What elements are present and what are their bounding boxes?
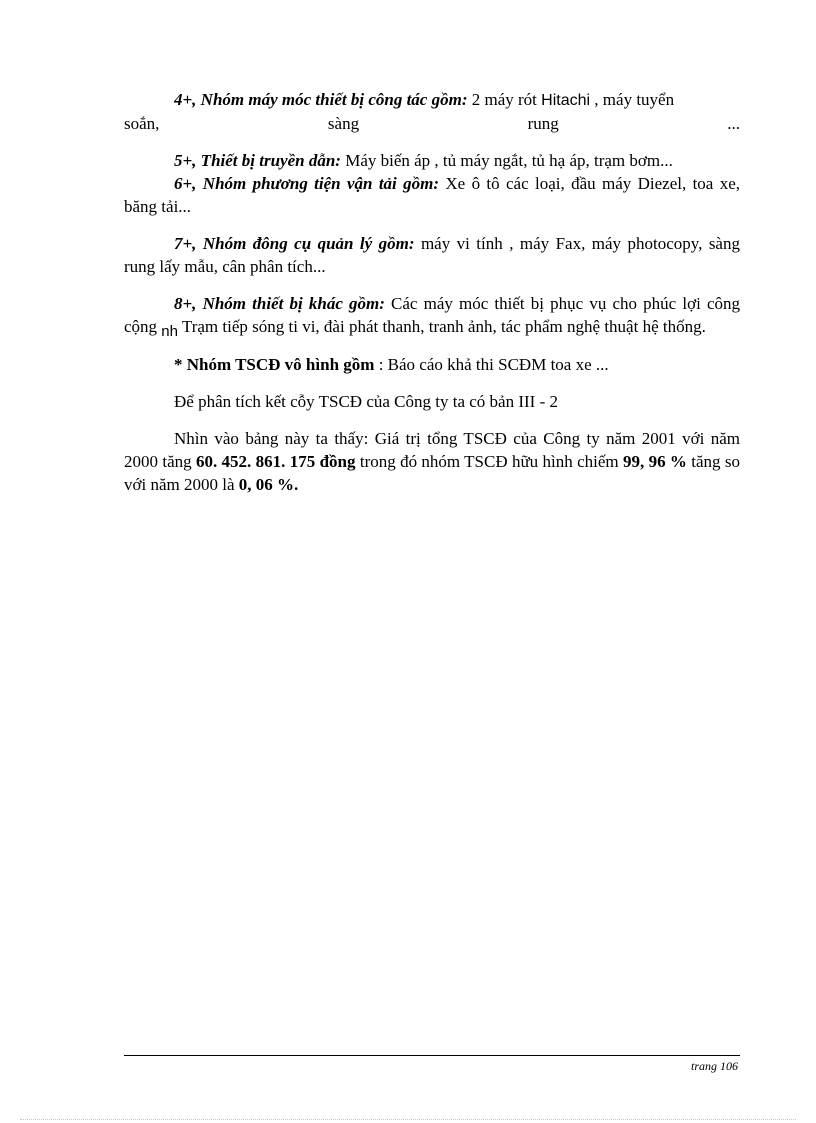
- item-8-text: Các máy móc thiết bị phục vụ cho phúc lợi công cộng: [124, 294, 740, 336]
- item-7-text: máy vi tính , máy Fax, máy photocopy, sàng rung lấy mẫu, cân phân tích...: [124, 234, 740, 276]
- conclusion-text: trong đó nhóm TSCĐ hữu hình chiếm: [355, 452, 623, 471]
- item-4-text: 2 máy rót: [467, 90, 542, 109]
- subscript-fragment: nh: [161, 323, 178, 340]
- item-7: [124, 232, 740, 278]
- page-number: trang 106: [690, 1059, 738, 1073]
- conclusion-paragraph: [124, 427, 740, 496]
- footer-divider: [124, 1055, 740, 1056]
- tangible-share: 99, 96 %: [622, 452, 687, 471]
- intangible-text: : Báo cáo khả thi SCĐM toa xe ...: [374, 355, 609, 374]
- item-8: [124, 292, 740, 339]
- word: ...: [727, 114, 740, 133]
- analysis-line: Để phân tích kết cỗy TSCĐ của Công ty ta có bản III - 2: [174, 392, 558, 411]
- item-4: [124, 88, 740, 135]
- word: sàng: [327, 114, 360, 133]
- conclusion-text: Nhìn vào bảng này ta thấy: Giá trị tổng TSCĐ của Công ty năm 2001 với năm 2000 tăng: [124, 429, 740, 471]
- word: rung: [527, 114, 559, 133]
- item-4-text-cont: , máy tuyển: [590, 90, 675, 109]
- item-8-heading: 8+, Nhóm thiết bị khác gồm:: [174, 294, 385, 313]
- item-6-heading: 6+, Nhóm phương tiện vận tải gồm:: [174, 174, 440, 193]
- increase-percent: 0, 06 %.: [238, 475, 299, 494]
- item-4-line-1: [124, 88, 740, 112]
- item-6-text: Xe ô tô các loại, đầu máy Diezel, toa xe, băng tải...: [124, 174, 740, 216]
- word: soắn,: [124, 114, 160, 133]
- item-7-heading: 7+, Nhóm đông cụ quản lý gồm:: [174, 234, 415, 253]
- item-8-text-cont: Trạm tiếp sóng ti vi, đài phát thanh, tranh ảnh, tác phẩm nghệ thuật hệ thống.: [177, 317, 706, 336]
- item-5-heading: 5+, Thiết bị truyền dẫn:: [174, 151, 341, 170]
- item-4-line-2: [124, 112, 740, 135]
- document-body: [124, 88, 740, 496]
- increase-amount: 60. 452. 861. 175 đồng: [195, 452, 356, 471]
- item-5-text: Máy biến áp , tủ máy ngắt, tủ hạ áp, trạm bơm...: [340, 151, 673, 170]
- conclusion-text: tăng so với năm 2000 là: [124, 452, 740, 494]
- item-5: [124, 149, 740, 172]
- item-4-heading: 4+, Nhóm máy móc thiết bị công tác gồm:: [174, 90, 468, 109]
- intangible-line: [124, 353, 740, 376]
- page-bottom-border: [20, 1119, 796, 1120]
- brand-name: Hitachi: [541, 92, 591, 109]
- intangible-heading: * Nhóm TSCĐ vô hình gồm: [174, 355, 375, 374]
- item-6: [124, 172, 740, 218]
